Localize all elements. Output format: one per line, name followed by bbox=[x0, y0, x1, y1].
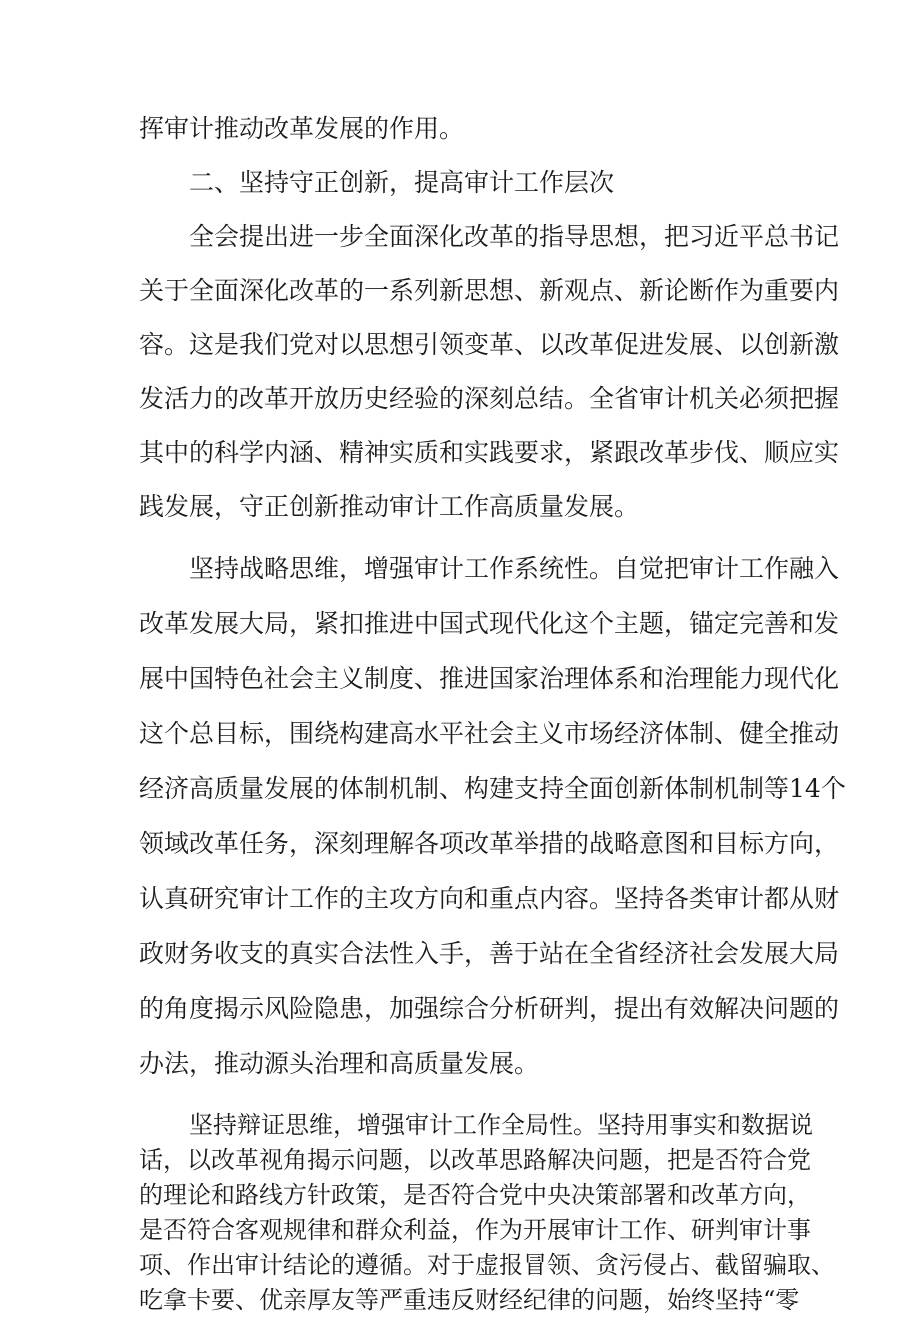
document-page: 挥审计推动改革发展的作用。 二、坚持守正创新，提高审计工作层次 全会提出进一步全面深化改革的指导思想，把习近平总书记 关于全面深化改革的一系列新思想、新观点、新论断作为重要内 容。这是我们党对以思想引领变革、以改革促进发展、以创新激 发活力的改革开放历史经验的深刻总结。全省审计机关必须把握 其中的科学内涵、精神实质和实践要求，紧跟改革步伐、顺应实 践发展，守正创新推动审计工作高质量发展。 坚持战略思维，增强审计工作系统性。自觉把审计工作融入 改革发展大局，紧扣推进中国式现代化这个主题，锚定完善和发 展中国特色社会主义制度、推进国家治理体系和治理能力现代化 这个总目标，围绕构建高水平社会主义市场经济体制、健全推动 经济高质量发展的体制机制、构建支持全面创新体制机制等14个 领域改革任务，深刻理解各项改革举措的战略意图和目标方向， 认真研究审计工作的主攻方向和重点内容。坚持各类审计都从财 政财务收支的真实合法性入手，善于站在全省经济社会发展大局 的角度揭示风险隐患，加强综合分析研判，提出有效解决问题的 办法，推动源头治理和高质量发展。 坚持辩证思维，增强审计工作全局性。坚持用事实和数据说 话，以改革视角揭示问题，以改革思路解决问题，把是否符合党 的理论和路线方针政策，是否符合党中央决策部署和改革方向， 是否符合客观规律和群众利益，作为开展审计工作、研判审计事 项、作出审计结论的遵循。对于虚报冒领、贪污侵占、截留骗取、 吃拿卡要、优亲厚友等严重违反财经纪律的问题，始终坚持“零 bbox=[139, 114, 846, 1314]
